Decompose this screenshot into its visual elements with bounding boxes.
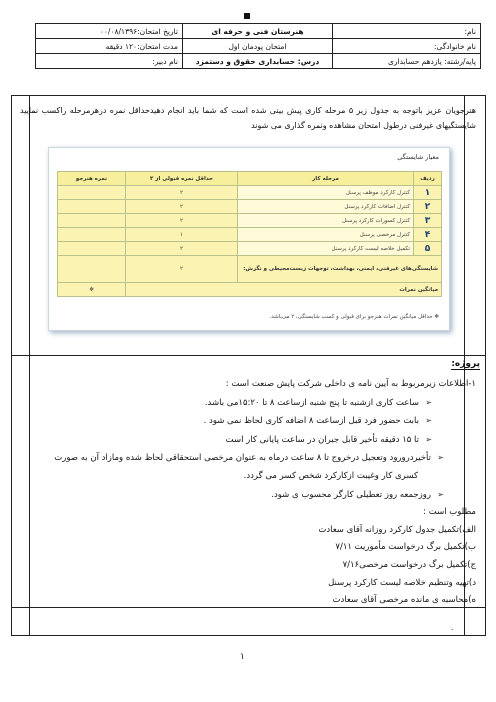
name-field: نام: xyxy=(333,24,481,39)
project-line: الف)تکمیل جدول کارکرد روزانه آقای سعادت xyxy=(318,524,476,535)
table-row xyxy=(58,228,442,242)
project-bullet: ➢روزجمعه روز تعطیلی کارگر محسوب ی شود. xyxy=(22,486,476,505)
row-number: ۱ xyxy=(414,186,442,200)
row-number: ۲ xyxy=(414,200,442,214)
average-label: میانگین نمرات xyxy=(126,283,442,297)
school-name: هنرستان فنی و حرفه ای xyxy=(183,24,333,39)
legend xyxy=(59,314,439,320)
checkmark-icon: ➢ xyxy=(437,453,444,463)
table-header-row xyxy=(58,172,442,186)
stage-name: کنترل کسورات کارکرد پرسنل xyxy=(238,214,414,228)
exam-duration: مدت امتحان:۱۲۰ دقیقه xyxy=(36,39,183,54)
asterisk-icon: ✻ xyxy=(58,283,126,297)
table-row xyxy=(58,242,442,256)
page-number: ۱ xyxy=(240,652,245,662)
family-field: نام خانوادگی: xyxy=(333,39,481,54)
project-bullet: ➢بابت حضور فرد قبل ازساعت ۸ اضافه کاری لحاظ نمی شود . xyxy=(22,412,476,431)
checkmark-icon: ➢ xyxy=(425,416,432,426)
student-score-cell[interactable] xyxy=(58,228,126,242)
project-bullet: ➢تا ۱۵ دقیقه تأخیر قابل جبران در ساعت پایانی کار است xyxy=(22,431,476,450)
exam-header-table xyxy=(35,23,481,69)
row-number: ۴ xyxy=(414,228,442,242)
min-score: ۲ xyxy=(126,200,238,214)
table-row xyxy=(58,200,442,214)
soft-min-score: ۲ xyxy=(126,256,238,283)
row-number: ۳ xyxy=(414,214,442,228)
teacher-field: نام دبیر: xyxy=(36,54,183,69)
col-stage: مرحله کار xyxy=(238,172,414,186)
legend-text: حداقل میانگین نمرات هنرجو برای قبولی و کسب شایستگی، ۲ می‌باشد. xyxy=(269,314,433,320)
corner-mark xyxy=(244,13,250,19)
average-row xyxy=(58,283,442,297)
table-row xyxy=(58,186,442,200)
checkmark-icon: ➢ xyxy=(425,397,432,407)
table-row xyxy=(58,214,442,228)
exam-type: امتحان پودمان اول xyxy=(183,39,333,54)
grade-field: پایه/رشته: یازدهم حسابداری xyxy=(333,54,481,69)
project-body xyxy=(22,376,476,610)
project-label: پروژه: xyxy=(451,359,480,369)
project-line: ج)تکمیل برگ درخواست مرخصی۷/۱۶ xyxy=(342,559,476,570)
asterisk-icon: ✻ xyxy=(432,314,439,320)
frame-divider xyxy=(12,355,485,356)
exam-date: تاریخ امتحان:۰۰/۰۸/۱۳۹۶ xyxy=(36,24,183,39)
project-bullet: ➢تأخیردرورود وتعجیل درخروج تا ۸ ساعت درماه به عنوان مرخصی استحقاقی لحاظ شده ومازاد آن به صورت xyxy=(22,449,476,468)
col-row: ردیف xyxy=(414,172,442,186)
project-bullet: ➢ساعت کاری ازشنبه تا پنج شنبه ازساعت ۸ تا ۱۵:۲۰می باشد. xyxy=(22,394,476,413)
min-score: ۲ xyxy=(126,214,238,228)
stage-name: تکمیل خلاصه لیست کارکرد پرسنل xyxy=(238,242,414,256)
project-line: مطلوب است : xyxy=(423,507,476,518)
student-score-cell[interactable] xyxy=(58,214,126,228)
course-name: درس: حسابداری حقوق و دستمزد xyxy=(183,54,333,69)
project-line: ب)تکمیل برگ درخواست مأموریت ۷/۱۱ xyxy=(335,542,476,553)
student-score-cell[interactable] xyxy=(58,256,126,283)
col-student-score: نمره هنرجو xyxy=(58,172,126,186)
soft-skills-label: شایستگی‌های غیرفنی، ایمنی، بهداشت، توجهات زیست‌محیطی و نگرش: xyxy=(238,256,442,283)
project-line: د)تهیه وتنظیم خلاصه لیست کارکرد پرسنل xyxy=(328,577,476,588)
competency-title: معیار شایستگی xyxy=(397,153,439,161)
soft-skills-row xyxy=(58,256,442,283)
checkmark-icon: ➢ xyxy=(437,489,444,499)
checkmark-icon: ➢ xyxy=(425,434,432,444)
project-line: ه)محاسبه ی مانده مرخصی آقای سعادت xyxy=(332,595,476,606)
stage-name: کنترل کارکرد موظف پرسنل xyxy=(238,186,414,200)
project-line: کسری کار وغیبت ازکارکرد شخص کسر می گردد. xyxy=(243,470,418,481)
row-number: ۵ xyxy=(414,242,442,256)
stage-name: کنترل مرخصی پرسنل xyxy=(238,228,414,242)
footer-mark: ۰ xyxy=(450,625,455,634)
min-score: ۱ xyxy=(126,228,238,242)
student-score-cell[interactable] xyxy=(58,200,126,214)
competency-table xyxy=(57,171,442,297)
competency-card xyxy=(48,147,450,331)
stage-name: کنترل اضافات کارکرد پرسنل xyxy=(238,200,414,214)
intro-text: هنرجویان عزیز باتوجه به جدول زیر ۵ مرحله کاری پیش بینی شده است که شما باید انجام دهیدحداقل نمره درهرمرحله راکسب نمایید شایستگیهای غیرفنی درطول امتحان مشاهده ونمره گذاری می شوند xyxy=(20,106,476,130)
min-score: ۲ xyxy=(126,186,238,200)
student-score-cell[interactable] xyxy=(58,242,126,256)
project-line: ۱-اطلاعات زیرمربوط به آیین نامه ی داخلی شرکت پایش صنعت است : xyxy=(225,379,476,389)
col-min-score: حداقل نمره قبولی از ۳ xyxy=(126,172,238,186)
min-score: ۲ xyxy=(126,242,238,256)
student-score-cell[interactable] xyxy=(58,186,126,200)
